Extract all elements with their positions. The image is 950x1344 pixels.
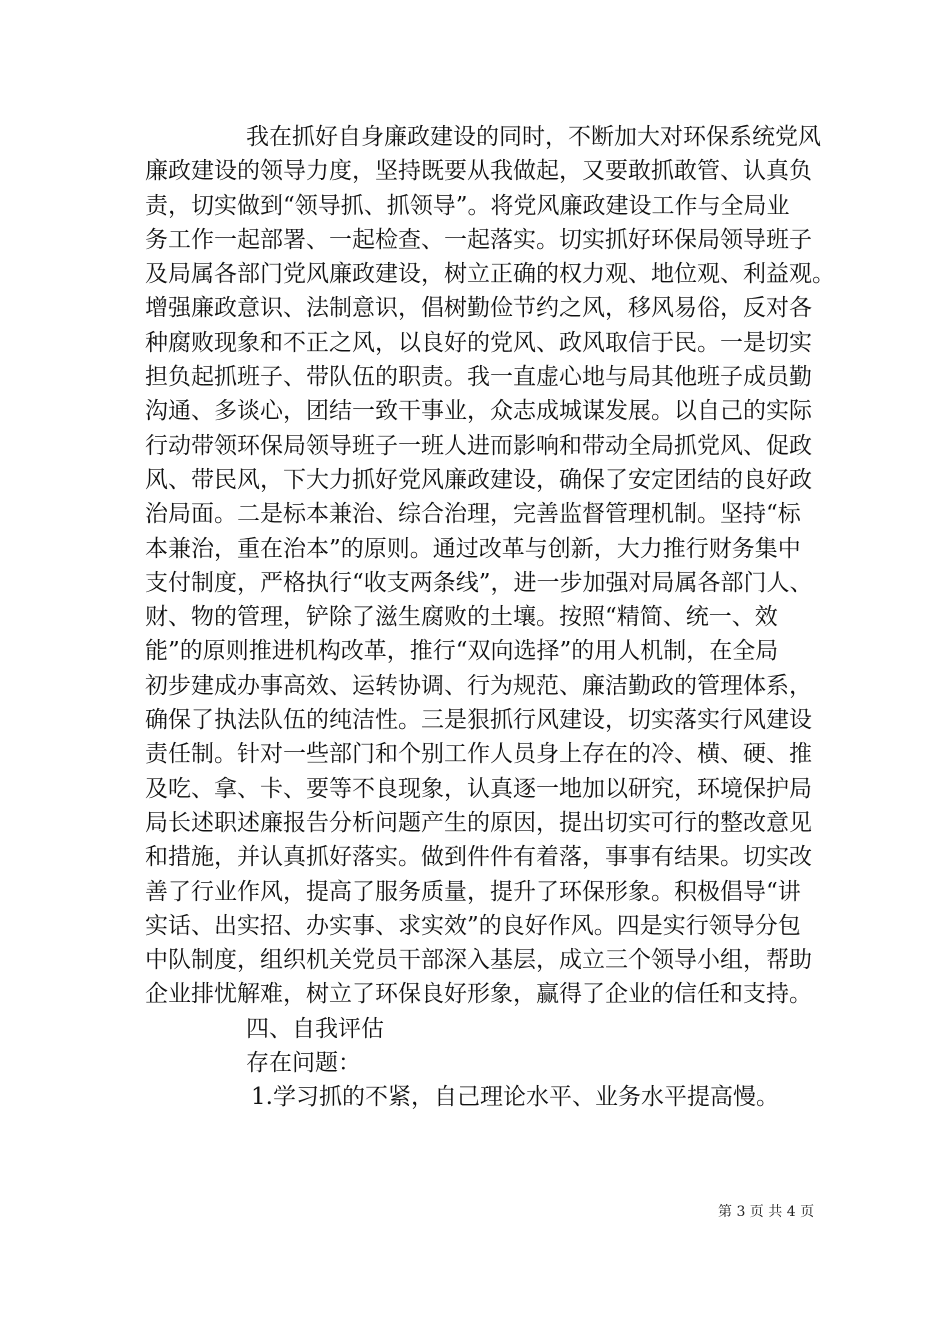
paragraph-line: 治局面。二是标本兼治、综合治理，完善监督管理机制。坚持“标 xyxy=(145,501,801,528)
paragraph-line: 沟通、多谈心，团结一致干事业，众志成城谋发展。以自己的实际 xyxy=(145,398,812,425)
subheading: 存在问题： xyxy=(246,1050,361,1077)
paragraph-line: 局长述职述廉报告分析问题产生的原因，提出切实可行的整改意见 xyxy=(145,809,812,836)
paragraph-line: 财、物的管理，铲除了滋生腐败的土壤。按照“精简、统一、效 xyxy=(145,604,778,631)
paragraph-line: 和措施，并认真抓好落实。做到件件有着落，事事有结果。切实改 xyxy=(145,844,812,871)
paragraph-line: 能”的原则推进机构改革，推行“双向选择”的用人机制，在全局 xyxy=(145,638,779,665)
paragraph-line: 确保了执法队伍的纯洁性。三是狠抓行风建设，切实落实行风建设 xyxy=(145,707,812,734)
list-item: 1.学习抓的不紧，自己理论水平、业务水平提高慢。 xyxy=(251,1084,779,1111)
paragraph-line: 种腐败现象和不正之风，以良好的党风、政风取信于民。一是切实 xyxy=(145,329,812,356)
paragraph-line: 廉政建设的领导力度，坚持既要从我做起，又要敢抓敢管、认真负 xyxy=(145,158,812,185)
paragraph-line: 增强廉政意识、法制意识，倡树勤俭节约之风，移风易俗，反对各 xyxy=(145,295,812,322)
paragraph-line: 及局属各部门党风廉政建设，树立正确的权力观、地位观、利益观。 xyxy=(145,261,835,288)
paragraph-line: 责任制。针对一些部门和个别工作人员身上存在的冷、横、硬、推 xyxy=(145,741,812,768)
paragraph-line: 支付制度，严格执行“收支两条线”，进一步加强对局属各部门人、 xyxy=(145,569,813,596)
paragraph-line: 中队制度，组织机关党员干部深入基层，成立三个领导小组，帮助 xyxy=(145,947,812,974)
document-body xyxy=(145,120,835,1115)
paragraph-line: 及吃、拿、卡、要等不良现象，认真逐一地加以研究，环境保护局 xyxy=(145,775,812,802)
paragraph-line: 责，切实做到“领导抓、抓领导”。将党风廉政建设工作与全局业 xyxy=(145,192,790,219)
section-heading: 四、自我评估 xyxy=(246,1015,384,1042)
paragraph-line: 实话、出实招、办实事、求实效”的良好作风。四是实行领导分包 xyxy=(145,912,801,939)
paragraph-line: 务工作一起部署、一起检查、一起落实。切实抓好环保局领导班子 xyxy=(145,226,812,253)
paragraph-line: 本兼治，重在治本”的原则。通过改革与创新，大力推行财务集中 xyxy=(145,535,801,562)
paragraph-line: 担负起抓班子、带队伍的职责。我一直虚心地与局其他班子成员勤 xyxy=(145,364,812,391)
paragraph-line: 风、带民风，下大力抓好党风廉政建设，确保了安定团结的良好政 xyxy=(145,466,812,493)
paragraph-line: 我在抓好自身廉政建设的同时，不断加大对环保系统党风 xyxy=(246,124,821,150)
page-indicator: 第 3 页 共 4 页 xyxy=(718,1204,815,1220)
paragraph-line: 行动带领环保局领导班子一班人进而影响和带动全局抓党风、促政 xyxy=(145,432,812,459)
paragraph-line: 企业排忧解难，树立了环保良好形象，赢得了企业的信任和支持。 xyxy=(145,981,812,1008)
paragraph-line: 善了行业作风，提高了服务质量，提升了环保形象。积极倡导“讲 xyxy=(145,878,801,905)
paragraph-line: 初步建成办事高效、运转协调、行为规范、廉洁勤政的管理体系， xyxy=(145,672,812,699)
